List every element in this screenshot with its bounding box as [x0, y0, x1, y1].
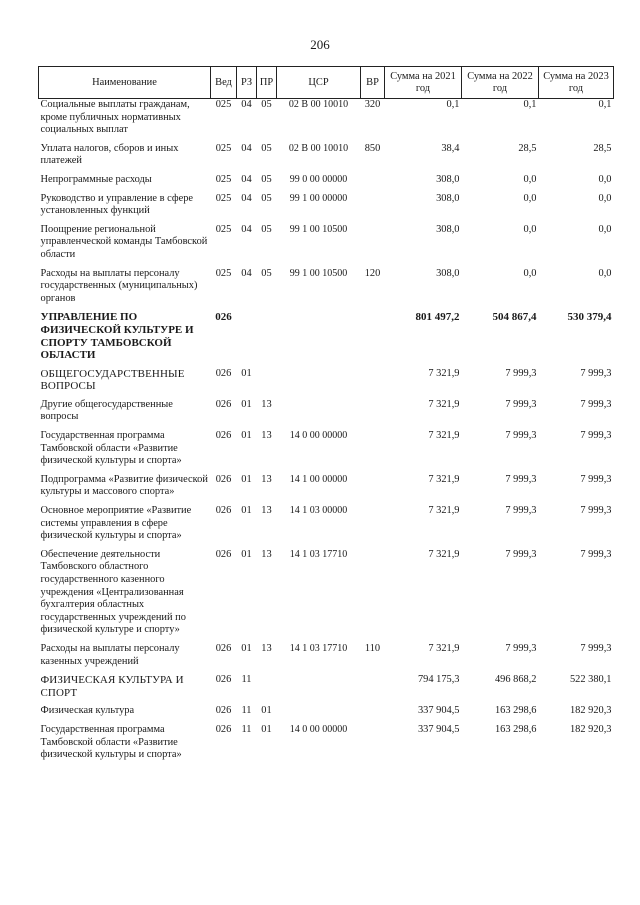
cell-vr — [361, 193, 385, 224]
table-row — [39, 430, 614, 474]
cell-ved: 026 — [215, 367, 232, 379]
cell-sum-2022: 28,5 — [518, 142, 537, 154]
cell-sum-2021: 794 175,3 — [417, 674, 460, 686]
cell-rz: 04 — [241, 142, 252, 154]
cell-sum-2023: 7 999,3 — [580, 642, 612, 654]
header-row — [39, 67, 614, 99]
cell-pr: 05 — [261, 142, 272, 154]
cell-pr: 05 — [261, 173, 272, 185]
cell-name: Обеспечение деятельности Тамбовского областного государственного казенного учреждения «Централизованная бухгалтерия областных государственных учреждений по физической культуре и спорту» — [40, 548, 186, 636]
cell-pr: 05 — [261, 192, 272, 204]
cell-sum-2023: 7 999,3 — [580, 505, 612, 517]
cell-sum-2022: 7 999,3 — [505, 473, 537, 485]
cell-rz: 04 — [241, 223, 252, 235]
cell-sum-2021: 308,0 — [436, 223, 460, 235]
table-row — [39, 143, 614, 174]
cell-pr — [257, 674, 277, 705]
cell-pr: 05 — [261, 99, 272, 110]
cell-rz: 01 — [241, 473, 252, 485]
table-header — [39, 67, 614, 99]
cell-vr — [361, 505, 385, 549]
cell-sum-2023: 530 379,4 — [567, 311, 612, 324]
cell-rz — [237, 311, 257, 367]
cell-sum-2021: 0,1 — [446, 99, 460, 110]
header-sum-2023: Сумма на 2023 год — [539, 67, 614, 99]
cell-csr: 14 1 03 17710 — [289, 548, 348, 560]
cell-csr: 14 0 00 00000 — [289, 430, 348, 442]
cell-name: Расходы на выплаты персоналу казенных учреждений — [40, 642, 180, 667]
cell-ved: 026 — [215, 705, 232, 717]
cell-sum-2021: 801 497,2 — [415, 311, 460, 324]
cell-sum-2022: 0,0 — [523, 192, 537, 204]
cell-rz: 01 — [241, 367, 252, 379]
cell-ved: 026 — [215, 430, 232, 442]
cell-rz: 01 — [241, 398, 252, 410]
cell-rz: 11 — [241, 705, 252, 717]
cell-name: УПРАВЛЕНИЕ ПО ФИЗИЧЕСКОЙ КУЛЬТУРЕ И СПОРТУ ТАМБОВСКОЙ ОБЛАСТИ — [40, 311, 194, 362]
cell-name: Непрограммные расходы — [40, 173, 152, 185]
cell-vr — [361, 311, 385, 367]
cell-sum-2022: 0,1 — [523, 99, 537, 110]
cell-sum-2022: 163 298,6 — [494, 705, 537, 717]
cell-sum-2021: 337 904,5 — [417, 723, 460, 735]
cell-name: Государственная программа Тамбовской области «Развитие физической культуры и спорта» — [40, 430, 182, 467]
cell-name: Государственная программа Тамбовской области «Развитие физической культуры и спорта» — [40, 723, 182, 761]
cell-vr — [361, 674, 385, 705]
cell-sum-2021: 7 321,9 — [428, 430, 460, 442]
cell-pr: 01 — [261, 705, 272, 717]
cell-sum-2022: 163 298,6 — [494, 723, 537, 735]
cell-csr — [277, 368, 361, 399]
cell-sum-2023: 7 999,3 — [580, 398, 612, 410]
cell-csr: 14 1 00 00000 — [289, 473, 348, 485]
page-number: 206 — [310, 37, 330, 52]
cell-csr: 14 1 03 00000 — [289, 505, 348, 517]
cell-vr — [361, 430, 385, 474]
cell-sum-2021: 7 321,9 — [428, 642, 460, 654]
cell-name: Расходы на выплаты персоналу государственных (муниципальных) органов — [40, 267, 198, 304]
cell-ved: 026 — [215, 548, 232, 560]
cell-pr: 01 — [261, 723, 272, 735]
cell-vr: 120 — [364, 267, 381, 279]
cell-ved: 025 — [215, 173, 232, 185]
cell-sum-2021: 38,4 — [441, 142, 460, 154]
header-vr: ВР — [361, 67, 385, 99]
table-row — [39, 474, 614, 505]
cell-ved: 026 — [215, 473, 232, 485]
cell-pr: 13 — [261, 548, 272, 560]
cell-rz: 11 — [241, 674, 252, 686]
cell-name: Физическая культура — [40, 705, 135, 717]
cell-csr: 99 1 00 00000 — [289, 192, 348, 204]
cell-name: Социальные выплаты гражданам, кроме публичных нормативных социальных выплат — [40, 99, 190, 136]
cell-sum-2023: 7 999,3 — [580, 548, 612, 560]
cell-ved: 026 — [215, 642, 232, 654]
cell-sum-2023: 7 999,3 — [580, 367, 612, 379]
table-row — [39, 399, 614, 430]
cell-csr — [277, 674, 361, 705]
cell-ved: 025 — [215, 267, 232, 279]
cell-name: Руководство и управление в сфере установленных функций — [40, 192, 193, 217]
cell-ved: 025 — [215, 142, 232, 154]
cell-sum-2023: 0,1 — [598, 99, 612, 110]
cell-pr: 13 — [261, 430, 272, 442]
cell-ved: 026 — [215, 674, 232, 686]
cell-rz: 01 — [241, 642, 252, 654]
cell-name: Уплата налогов, сборов и иных платежей — [40, 142, 179, 167]
table-row — [39, 724, 614, 768]
table-row — [39, 174, 614, 193]
cell-sum-2022: 0,0 — [523, 173, 537, 185]
cell-csr: 99 1 00 10500 — [289, 223, 348, 235]
cell-rz: 04 — [241, 99, 252, 110]
cell-sum-2021: 7 321,9 — [428, 398, 460, 410]
cell-name: Основное мероприятие «Развитие системы управления в сфере физической культуры и спорта» — [40, 505, 192, 542]
cell-sum-2023: 182 920,3 — [569, 723, 612, 735]
cell-sum-2022: 0,0 — [523, 223, 537, 235]
cell-sum-2021: 7 321,9 — [428, 473, 460, 485]
cell-rz: 01 — [241, 505, 252, 517]
table-row — [39, 193, 614, 224]
cell-pr: 05 — [261, 223, 272, 235]
cell-pr: 13 — [261, 505, 272, 517]
cell-sum-2022: 0,0 — [523, 267, 537, 279]
cell-name: ОБЩЕГОСУДАРСТВЕННЫЕ ВОПРОСЫ — [40, 367, 185, 393]
cell-pr: 05 — [261, 267, 272, 279]
table-row — [39, 224, 614, 268]
header-ved: Вед — [211, 67, 237, 99]
cell-pr — [257, 368, 277, 399]
table-row — [39, 505, 614, 549]
cell-ved: 025 — [215, 99, 232, 110]
cell-vr — [361, 224, 385, 268]
cell-sum-2023: 0,0 — [598, 223, 612, 235]
cell-ved: 025 — [215, 223, 232, 235]
cell-rz: 01 — [241, 548, 252, 560]
cell-csr: 99 1 00 10500 — [289, 267, 348, 279]
cell-rz: 04 — [241, 267, 252, 279]
budget-table — [38, 66, 614, 768]
cell-sum-2022: 7 999,3 — [505, 548, 537, 560]
cell-pr: 13 — [261, 642, 272, 654]
cell-name: Другие общегосударственные вопросы — [40, 398, 173, 423]
table-body — [39, 99, 614, 768]
cell-sum-2022: 7 999,3 — [505, 430, 537, 442]
cell-csr — [277, 705, 361, 724]
cell-rz: 11 — [241, 723, 252, 735]
cell-csr — [277, 399, 361, 430]
cell-name: Подпрограмма «Развитие физической культуры и массового спорта» — [40, 473, 208, 498]
cell-csr: 14 0 00 00000 — [289, 723, 348, 735]
cell-vr: 110 — [364, 642, 381, 654]
table-row — [39, 674, 614, 705]
cell-ved: 026 — [215, 398, 232, 410]
cell-sum-2023: 182 920,3 — [569, 705, 612, 717]
header-name: Наименование — [39, 67, 211, 99]
cell-vr — [361, 549, 385, 643]
cell-name: Поощрение региональной управленческой команды Тамбовской области — [40, 223, 208, 260]
header-pr: ПР — [257, 67, 277, 99]
cell-sum-2021: 7 321,9 — [428, 367, 460, 379]
cell-ved: 026 — [215, 505, 232, 517]
cell-rz: 01 — [241, 430, 252, 442]
cell-sum-2023: 522 380,1 — [569, 674, 612, 686]
header-sum-2022: Сумма на 2022 год — [462, 67, 539, 99]
table-row — [39, 268, 614, 312]
cell-csr — [277, 311, 361, 367]
cell-csr: 02 В 00 10010 — [288, 142, 349, 154]
cell-name: ФИЗИЧЕСКАЯ КУЛЬТУРА И СПОРТ — [40, 674, 184, 699]
cell-pr: 13 — [261, 473, 272, 485]
table-row — [39, 643, 614, 674]
cell-sum-2023: 7 999,3 — [580, 473, 612, 485]
table-row — [39, 549, 614, 643]
cell-vr — [361, 399, 385, 430]
cell-sum-2021: 308,0 — [436, 192, 460, 204]
cell-sum-2022: 7 999,3 — [505, 367, 537, 379]
cell-sum-2022: 7 999,3 — [505, 398, 537, 410]
cell-vr — [361, 724, 385, 768]
table-row — [39, 368, 614, 399]
cell-sum-2023: 0,0 — [598, 267, 612, 279]
cell-pr — [257, 311, 277, 367]
cell-sum-2021: 7 321,9 — [428, 548, 460, 560]
cell-vr — [361, 368, 385, 399]
cell-sum-2023: 28,5 — [593, 142, 612, 154]
table-row — [39, 99, 614, 143]
cell-sum-2023: 0,0 — [598, 173, 612, 185]
cell-ved: 025 — [215, 192, 232, 204]
table-row — [39, 705, 614, 724]
cell-vr: 320 — [364, 99, 381, 110]
cell-vr: 850 — [364, 142, 381, 154]
header-sum-2021: Сумма на 2021 год — [385, 67, 462, 99]
cell-vr — [361, 474, 385, 505]
cell-sum-2022: 496 868,2 — [494, 674, 537, 686]
cell-sum-2021: 337 904,5 — [417, 705, 460, 717]
cell-sum-2021: 308,0 — [436, 267, 460, 279]
header-rz: РЗ — [237, 67, 257, 99]
cell-sum-2021: 7 321,9 — [428, 505, 460, 517]
cell-ved: 026 — [215, 723, 232, 735]
header-csr: ЦСР — [277, 67, 361, 99]
cell-sum-2022: 7 999,3 — [505, 642, 537, 654]
cell-sum-2022: 7 999,3 — [505, 505, 537, 517]
cell-csr: 02 В 00 10010 — [288, 99, 349, 110]
cell-rz: 04 — [241, 192, 252, 204]
cell-sum-2022: 504 867,4 — [492, 311, 537, 324]
table-row — [39, 311, 614, 367]
cell-sum-2021: 308,0 — [436, 173, 460, 185]
cell-ved: 026 — [215, 311, 232, 324]
cell-rz: 04 — [241, 173, 252, 185]
cell-sum-2023: 0,0 — [598, 192, 612, 204]
cell-csr: 99 0 00 00000 — [289, 173, 348, 185]
cell-vr — [361, 705, 385, 724]
cell-pr: 13 — [261, 398, 272, 410]
cell-vr — [361, 174, 385, 193]
cell-csr: 14 1 03 17710 — [289, 642, 348, 654]
cell-sum-2023: 7 999,3 — [580, 430, 612, 442]
